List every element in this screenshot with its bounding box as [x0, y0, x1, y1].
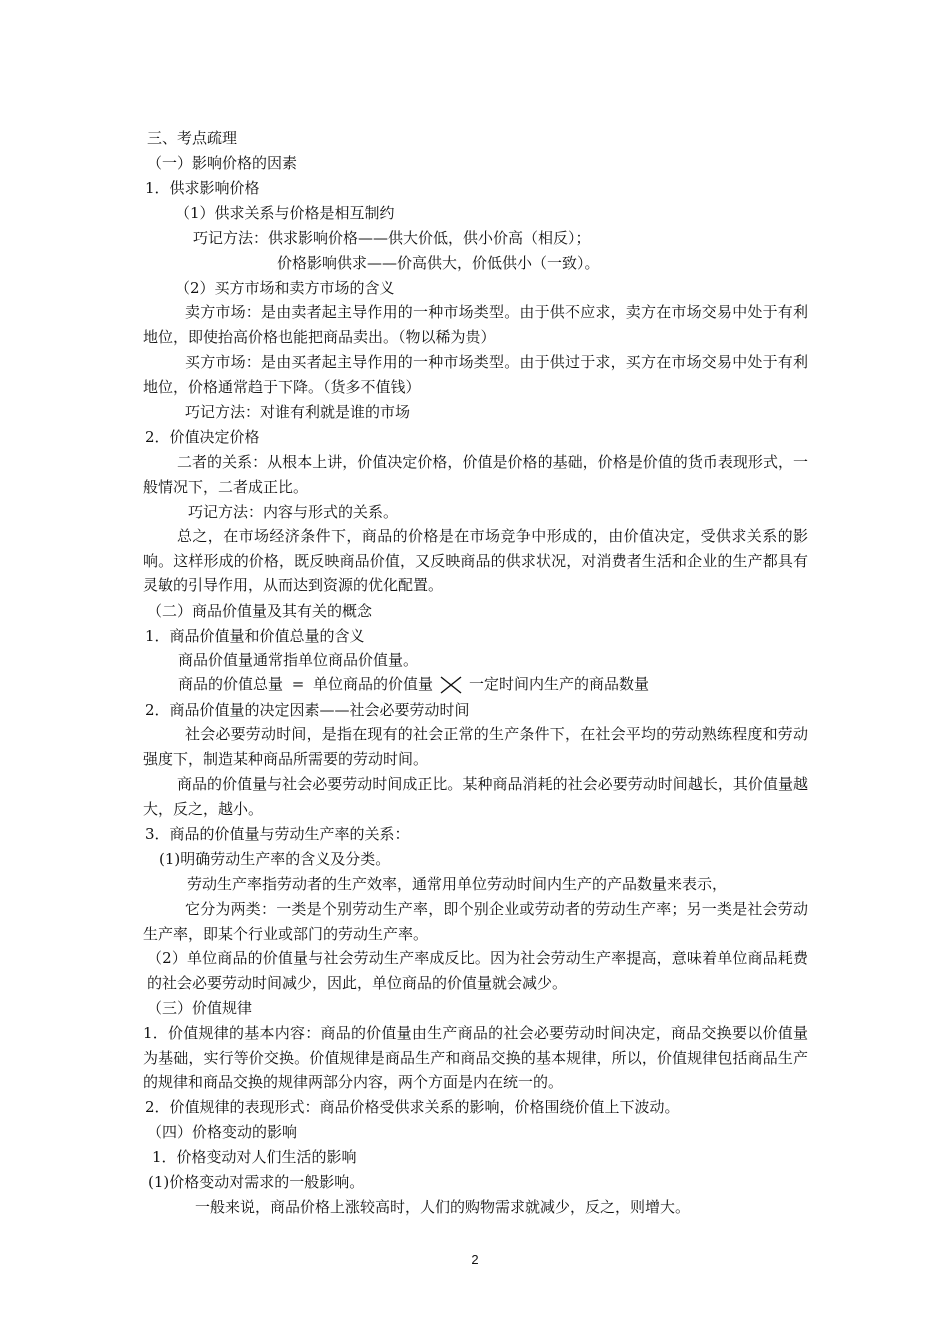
paragraph: 价格影响供求——价高供大，价低供小（一致）。: [277, 254, 600, 272]
paragraph-value-law: 1．价值规律的基本内容：商品的价值量由生产商品的社会必要劳动时间决定，商品交换要以价值量为基础，实行等价交换。价值规律是商品生产和商品交换的基本规律，所以，价值规律包括商品生产的规律和商品交换的规律两部分内容，两个方面是内在统一的。: [143, 1024, 808, 1092]
heading-item-1: 1．供求影响价格: [145, 179, 260, 197]
value-formula: [178, 672, 649, 697]
paragraph: 2．价值规律的表现形式：商品价格受供求关系的影响，价格围绕价值上下波动。: [145, 1098, 680, 1116]
paragraph: （2）单位商品的价值量与社会劳动生产率成反比。因为社会劳动生产率提高，意味着单位商品耗费的社会必要劳动时间减少，因此，单位商品的价值量就会减少。: [147, 949, 808, 992]
paragraph: 巧记方法：供求影响价格——供大价低，供小价高（相反）；: [193, 229, 591, 247]
formula-right: 一定时间内生产的商品数量: [469, 675, 650, 694]
paragraph: 社会必要劳动时间，是指在现有的社会正常的生产条件下，在社会平均的劳动熟练程度和劳动强度下，制造某种商品所需要的劳动时间。: [143, 725, 808, 768]
page-number: 2: [471, 1252, 479, 1267]
subheading: （2）买方市场和卖方市场的含义: [175, 279, 395, 297]
heading-section-3: 三、考点疏理: [147, 129, 238, 147]
heading-item-1: 1．商品价值量和价值总量的含义: [145, 627, 365, 645]
paragraph-summary: 总之，在市场经济条件下，商品的价格是在市场竞争中形成的，由价值决定，受供求关系的影响。这样形成的价格，既反映商品价值，又反映商品的供求状况，对消费者生活和企业的生产都具有灵敏的引导作用，从而达到资源的优化配置。: [143, 527, 808, 595]
heading-part-4: （四）价格变动的影响: [147, 1123, 298, 1141]
subheading: (1)明确劳动生产率的含义及分类。: [159, 850, 391, 868]
paragraph-seller-market: 卖方市场：是由卖者起主导作用的一种市场类型。由于供不应求，卖方在市场交易中处于有利地位，即使抬高价格也能把商品卖出。（物以稀为贵）: [143, 303, 808, 346]
paragraph: 商品价值量通常指单位商品价值量。: [178, 651, 419, 669]
paragraph: 巧记方法：对谁有利就是谁的市场: [185, 403, 411, 421]
heading-item-2: 2．价值决定价格: [145, 428, 260, 446]
subheading: （1）供求关系与价格是相互制约: [175, 204, 395, 222]
heading-part-1: （一）影响价格的因素: [147, 154, 298, 172]
subheading: (1)价格变动对需求的一般影响。: [148, 1173, 365, 1191]
equals-sign: =: [291, 675, 305, 694]
heading-item-3: 3．商品的价值量与劳动生产率的关系：: [145, 825, 410, 843]
heading-item-2: 2．商品价值量的决定因素——社会必要劳动时间: [145, 701, 470, 719]
formula-mid: 单位商品的价值量: [313, 675, 434, 694]
paragraph: 二者的关系：从根本上讲，价值决定价格，价值是价格的基础，价格是价值的货币表现形式，一般情况下，二者成正比。: [143, 453, 808, 496]
heading-part-3: （三）价值规律: [147, 999, 253, 1017]
paragraph: 巧记方法：内容与形式的关系。: [188, 503, 399, 521]
heading-item-1: 1．价格变动对人们生活的影响: [152, 1148, 357, 1166]
heading-part-2: （二）商品价值量及其有关的概念: [147, 602, 373, 620]
formula-left: 商品的价值总量: [178, 675, 284, 694]
paragraph: 一般来说，商品价格上涨较高时，人们的购物需求就减少，反之，则增大。: [195, 1198, 691, 1216]
paragraph: 商品的价值量与社会必要劳动时间成正比。某种商品消耗的社会必要劳动时间越长，其价值量越大，反之，越小。: [143, 775, 808, 818]
paragraph: 劳动生产率指劳动者的生产效率，通常用单位劳动时间内生产的产品数量来表示，: [187, 875, 728, 893]
paragraph: 它分为两类：一类是个别劳动生产率，即个别企业或劳动者的劳动生产率；另一类是社会劳动生产率，即某个行业或部门的劳动生产率。: [143, 900, 808, 943]
multiply-icon: [437, 675, 465, 695]
paragraph-buyer-market: 买方市场：是由买者起主导作用的一种市场类型。由于供过于求，买方在市场交易中处于有利地位，价格通常趋于下降。（货多不值钱）: [143, 353, 808, 396]
